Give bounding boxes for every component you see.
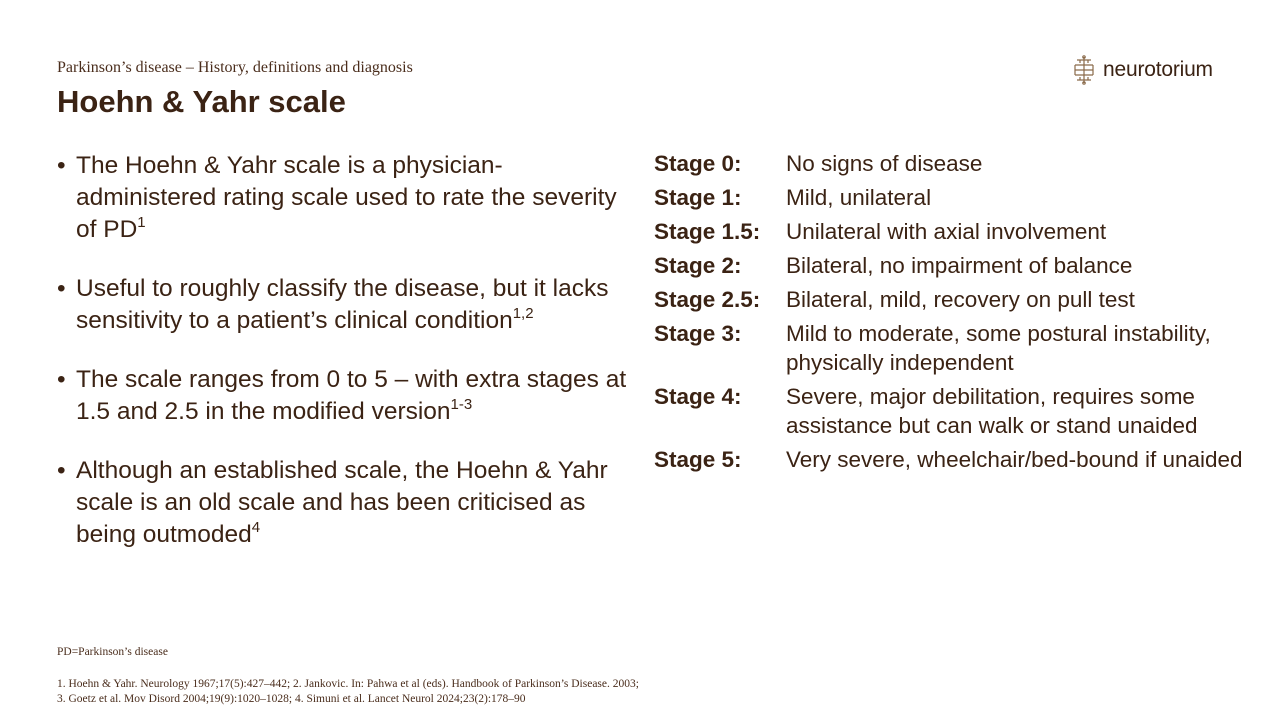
stage-row (654, 149, 1244, 178)
abbreviation-footnote: PD=Parkinson’s disease (57, 646, 168, 658)
stage-label: Stage 2.5: (654, 287, 761, 312)
citation-superscript: 1 (137, 214, 146, 231)
stage-list (654, 149, 1244, 479)
bullet-item (57, 150, 637, 249)
stage-description: Mild to moderate, some postural instability, physically independent (786, 321, 1211, 375)
bullet-text: The Hoehn & Yahr scale is a physician-administered rating scale used to rate the severity of PD (76, 152, 617, 243)
citation-superscript: 1-3 (450, 396, 473, 413)
stage-row (654, 217, 1244, 246)
neurotorium-logo-icon (1071, 55, 1097, 85)
bullet-item (57, 273, 637, 340)
stage-label: Stage 0: (654, 151, 742, 176)
bullet-item (57, 364, 637, 431)
stage-row (654, 183, 1244, 212)
stage-label: Stage 3: (654, 321, 742, 346)
bullet-list (57, 150, 637, 578)
bullet-text: Useful to roughly classify the disease, but it lacks sensitivity to a patient’s clinical condition (76, 275, 609, 334)
stage-description: Very severe, wheelchair/bed-bound if unaided (786, 447, 1243, 472)
reference-line: 1. Hoehn & Yahr. Neurology 1967;17(5):427–442; 2. Jankovic. In: Pahwa et al (eds). Handbook of Parkinson’s Disease. 2003; (57, 678, 639, 690)
stage-row (654, 319, 1244, 377)
bullet-text: Although an established scale, the Hoehn & Yahr scale is an old scale and has been criticised as being outmoded (76, 457, 608, 548)
stage-description: No signs of disease (786, 151, 983, 176)
brand-logo (1071, 54, 1213, 86)
stage-description: Unilateral with axial involvement (786, 219, 1107, 244)
citation-superscript: 1,2 (512, 305, 534, 322)
stage-label: Stage 4: (654, 384, 742, 409)
stage-row (654, 382, 1244, 440)
section-subtitle: Parkinson’s disease – History, definitions and diagnosis (57, 59, 413, 76)
reference-line: 3. Goetz et al. Mov Disord 2004;19(9):1020–1028; 4. Simuni et al. Lancet Neurol 2024;23(2):178–90 (57, 693, 526, 705)
stage-row (654, 251, 1244, 280)
stage-label: Stage 2: (654, 253, 742, 278)
bullet-text: The scale ranges from 0 to 5 – with extra stages at 1.5 and 2.5 in the modified version (76, 366, 627, 425)
references (57, 677, 777, 707)
stage-description: Bilateral, mild, recovery on pull test (786, 287, 1135, 312)
logo-text: neurotorium (1103, 58, 1213, 81)
citation-superscript: 4 (251, 519, 261, 536)
stage-label: Stage 1.5: (654, 219, 761, 244)
stage-description: Mild, unilateral (786, 185, 932, 210)
stage-label: Stage 1: (654, 185, 742, 210)
stage-row (654, 285, 1244, 314)
stage-label: Stage 5: (654, 447, 742, 472)
stage-description: Bilateral, no impairment of balance (786, 253, 1133, 278)
stage-description: Severe, major debilitation, requires some assistance but can walk or stand unaided (786, 384, 1198, 438)
bullet-item (57, 455, 637, 554)
page-title: Hoehn & Yahr scale (57, 84, 346, 119)
stage-row (654, 445, 1244, 474)
